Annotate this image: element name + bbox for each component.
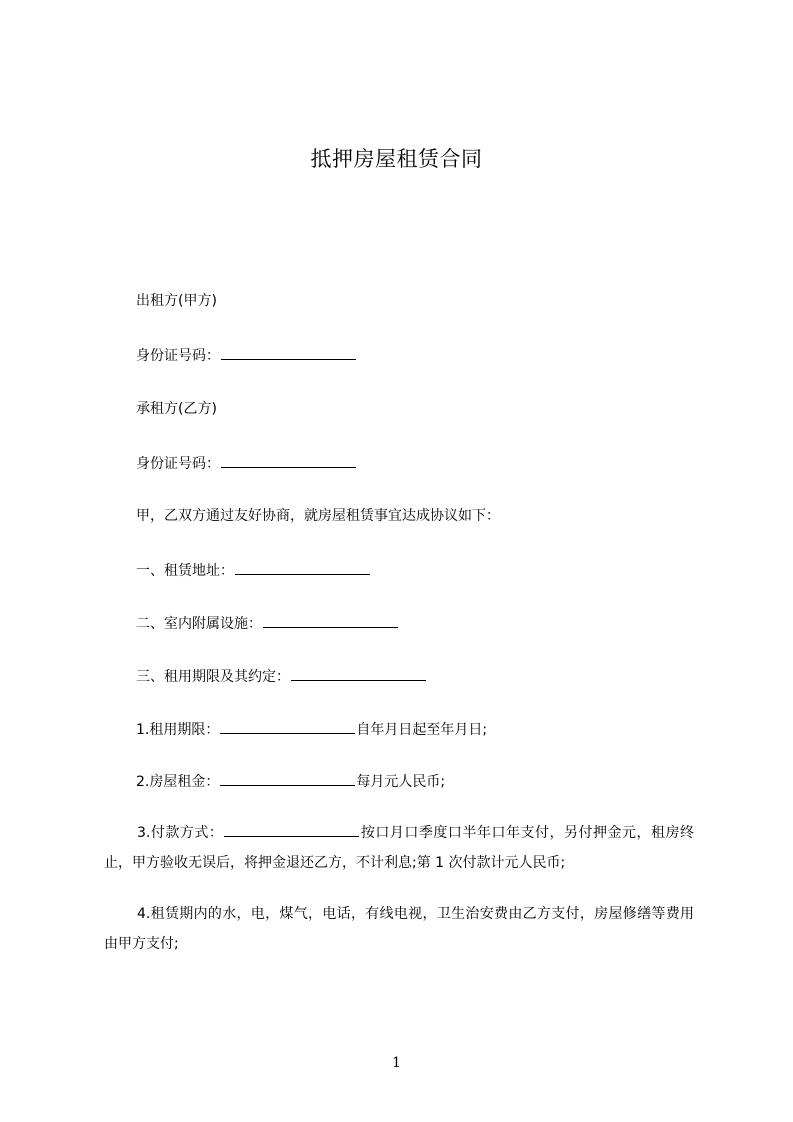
clause-2-blank [263, 614, 398, 628]
item-2-label: 2.房屋租金： [136, 774, 220, 790]
lessee-label: 承租方(乙方) [136, 401, 217, 417]
item-3-paragraph [104, 818, 694, 878]
intro-text: 甲，乙双方通过友好协商，就房屋租赁事宜达成协议如下： [136, 508, 500, 524]
clause-2-line [136, 614, 399, 633]
item-1-suffix: 自年月日起至年月日; [356, 722, 488, 738]
lessee-id-line [136, 454, 357, 473]
item-3-blank [224, 823, 359, 837]
clause-3-label: 三、租用期限及其约定： [136, 669, 290, 685]
lessee-id-label: 身份证号码： [136, 456, 220, 472]
clause-1-blank [235, 561, 370, 575]
item-2-line [136, 772, 445, 791]
lessee-id-blank [221, 454, 356, 468]
clause-2-label: 二、室内附属设施： [136, 616, 262, 632]
lessor-id-label: 身份证号码： [136, 348, 220, 364]
item-2-blank [220, 772, 355, 786]
item-1-blank [220, 720, 355, 734]
clause-1-line [136, 561, 371, 580]
item-3-suffix: 按口月口季度口半年口年支付，另付押金元，租房终止，甲方验收无误后，将押金退还乙方，不计利息;第 1 次付款计元人民币; [104, 825, 695, 871]
item-1-label: 1.租用期限： [136, 722, 220, 738]
clause-3-blank [291, 667, 426, 681]
item-4-paragraph: 4.租赁期内的水，电，煤气，电话，有线电视，卫生治安费由乙方支付，房屋修缮等费用由甲方支付; [104, 906, 694, 952]
item-2-suffix: 每月元人民币; [356, 774, 446, 790]
lessor-id-blank [221, 346, 356, 360]
document-title: 抵押房屋租赁合同 [310, 147, 483, 171]
lessor-label: 出租方(甲方) [136, 293, 217, 309]
item-1-line [136, 720, 487, 739]
page-number: 1 [392, 1055, 401, 1071]
lessor-id-line [136, 346, 357, 365]
clause-3-line [136, 667, 427, 686]
item-3-label: 3.付款方式： [137, 825, 224, 841]
clause-1-label: 一、租赁地址： [136, 563, 234, 579]
